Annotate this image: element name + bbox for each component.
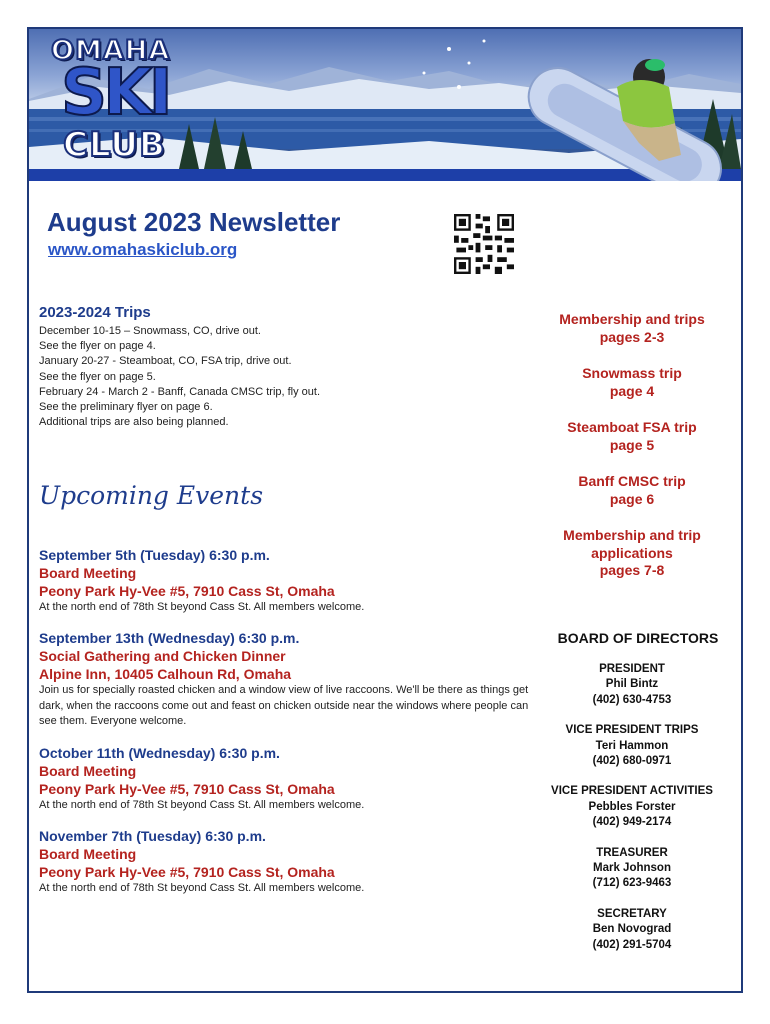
event-title: Board Meeting	[39, 565, 137, 581]
board-heading: BOARD OF DIRECTORS	[557, 630, 719, 646]
events-heading: Upcoming Events	[39, 481, 264, 510]
event-date: September 13th (Wednesday) 6:30 p.m.	[39, 630, 300, 647]
event-item	[39, 827, 529, 896]
trips-heading: 2023-2024 Trips	[39, 304, 151, 321]
officer-name: Teri Hammon	[595, 739, 669, 752]
officer-role: TREASURER	[596, 846, 668, 859]
events-list	[39, 546, 529, 910]
trip-line: January 20-27 - Steamboat, CO, FSA trip, drive out.	[39, 355, 292, 368]
qr-code	[454, 214, 514, 274]
trip-line: See the flyer on page 5.	[39, 370, 156, 383]
officer-entry	[535, 846, 729, 892]
event-description: At the north end of 78th St beyond Cass St. All members welcome.	[39, 882, 365, 895]
officer-entry	[535, 784, 729, 830]
officer-name: Phil Bintz	[605, 678, 659, 691]
event-date: October 11th (Wednesday) 6:30 p.m.	[39, 744, 280, 761]
event-item	[39, 744, 529, 813]
contents-link-banff[interactable]	[535, 473, 729, 508]
event-venue: Alpine Inn, 10405 Calhoun Rd, Omaha	[39, 666, 292, 683]
newsletter-page	[27, 27, 743, 993]
event-date: September 5th (Tuesday) 6:30 p.m.	[39, 547, 270, 563]
event-description: At the north end of 78th St beyond Cass St. All members welcome.	[39, 798, 365, 811]
contents-link-page: page 6	[609, 490, 655, 507]
trip-line: February 24 - March 2 - Banff, Canada CMSC trip, fly out.	[39, 385, 321, 398]
event-title: Social Gathering and Chicken Dinner	[39, 648, 286, 665]
officer-role: PRESIDENT	[599, 663, 665, 675]
event-description: At the north end of 78th St beyond Cass St. All members welcome.	[39, 601, 365, 613]
officer-name: Ben Novograd	[592, 923, 672, 936]
officer-entry	[535, 723, 729, 769]
officer-phone: (402) 630-4753	[592, 693, 672, 706]
officer-phone: (712) 623-9463	[592, 877, 672, 890]
board-list	[535, 662, 729, 968]
contents-link-text: Banff CMSC trip	[578, 473, 686, 489]
contents-sidebar	[535, 311, 729, 599]
officer-phone: (402) 680-0971	[592, 755, 672, 768]
event-date: November 7th (Tuesday) 6:30 p.m.	[39, 828, 266, 845]
contents-link-text: Membership and trips	[559, 311, 705, 327]
event-item	[39, 629, 529, 729]
contents-link-applications[interactable]	[535, 527, 729, 580]
contents-link-page: pages 7-8	[599, 562, 665, 578]
contents-link-membership[interactable]	[535, 311, 729, 346]
header-banner	[29, 29, 741, 181]
event-venue: Peony Park Hy-Vee #5, 7910 Cass St, Omaha	[39, 583, 335, 599]
contents-link-text: Snowmass trip	[582, 365, 682, 381]
contents-link-text: Steamboat FSA trip	[567, 419, 697, 435]
officer-phone: (402) 949-2174	[592, 816, 672, 829]
contents-link-steamboat[interactable]	[535, 419, 729, 454]
officer-role: SECRETARY	[597, 907, 667, 920]
officer-name: Mark Johnson	[593, 862, 671, 875]
event-description: Join us for specially roasted chicken and a window view of live raccoons. We'll be there as things get dark, when the raccoons come out and feast on chicken outside near the windows where people can see them. Everyone welcome.	[39, 684, 529, 728]
website-link[interactable]: www.omahaskiclub.org	[48, 240, 238, 259]
contents-link-page: page 4	[609, 382, 655, 399]
event-title: Board Meeting	[39, 762, 137, 779]
trip-line: Additional trips are also being planned.	[39, 416, 229, 429]
trip-line: See the flyer on page 4.	[39, 340, 156, 353]
event-title: Board Meeting	[39, 846, 137, 863]
logo-ski-text: SKI	[61, 56, 169, 130]
event-venue: Peony Park Hy-Vee #5, 7910 Cass St, Omaha	[39, 864, 335, 881]
trip-line: See the preliminary flyer on page 6.	[39, 401, 213, 414]
contents-link-page: pages 2-3	[599, 328, 665, 345]
officer-name: Pebbles Forster	[588, 800, 676, 813]
trip-line: December 10-15 – Snowmass, CO, drive out.	[39, 325, 261, 337]
contents-link-page: page 5	[609, 436, 655, 453]
newsletter-title: August 2023 Newsletter	[47, 207, 341, 237]
officer-entry	[535, 662, 729, 708]
officer-role: VICE PRESIDENT ACTIVITIES	[551, 785, 713, 798]
contents-link-text: Membership and trip	[563, 527, 701, 543]
club-logo	[37, 35, 177, 175]
officer-role: VICE PRESIDENT TRIPS	[565, 724, 699, 737]
logo-club-text: CLUB	[63, 125, 166, 165]
contents-link-snowmass[interactable]	[535, 365, 729, 400]
event-item	[39, 546, 529, 615]
trips-list	[39, 324, 320, 430]
officer-entry	[535, 907, 729, 953]
event-venue: Peony Park Hy-Vee #5, 7910 Cass St, Omaha	[39, 780, 335, 797]
snowboarder-illustration	[499, 43, 741, 181]
contents-link-text: applications	[591, 544, 673, 561]
officer-phone: (402) 291-5704	[592, 938, 672, 951]
logo-omaha-text: OMAHA	[51, 35, 171, 66]
